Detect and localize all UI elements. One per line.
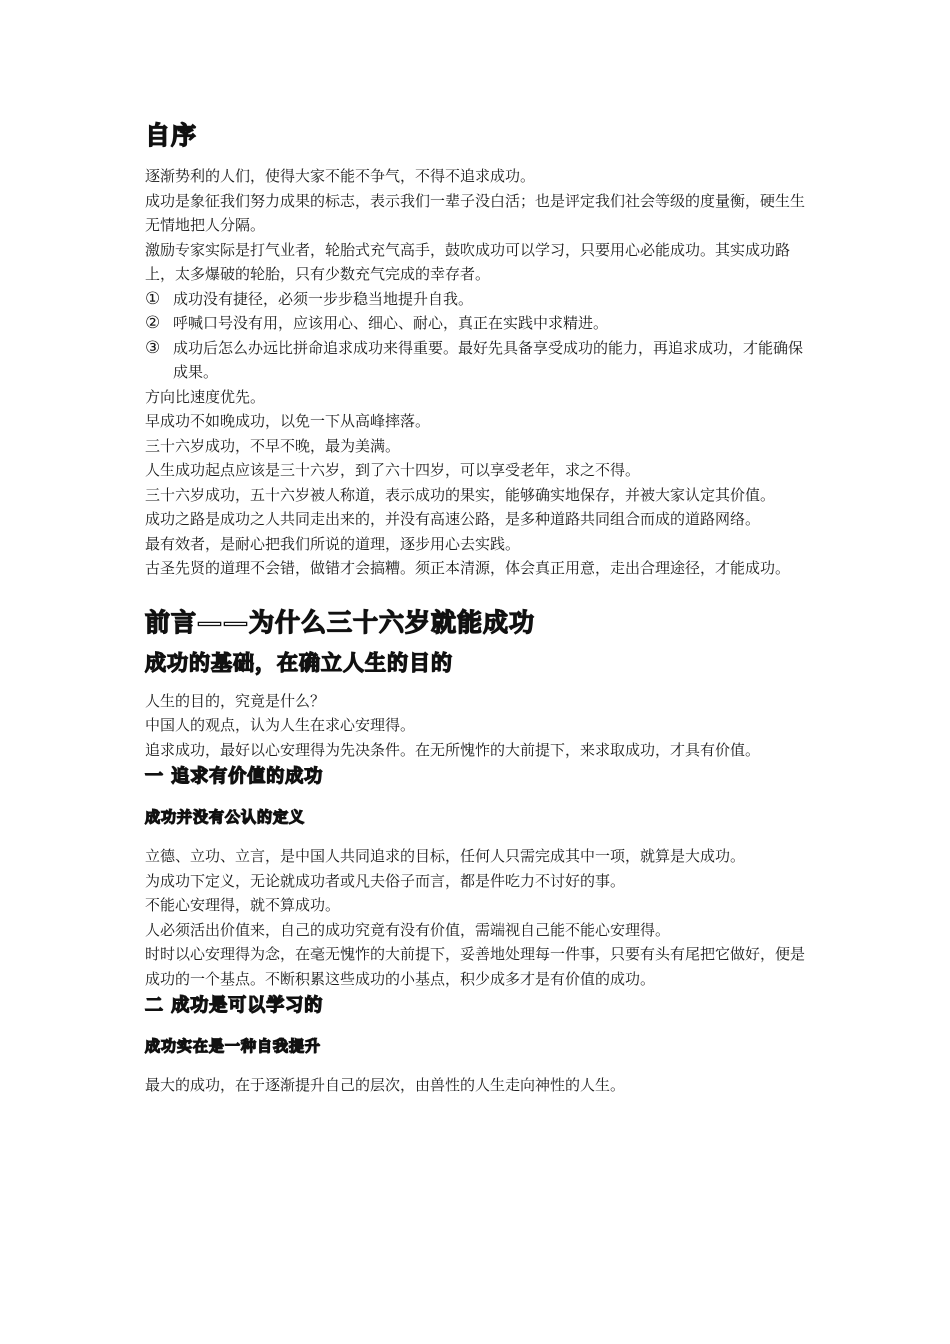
paragraph: 人生成功起点应该是三十六岁，到了六十四岁，可以享受老年，求之不得。 — [145, 461, 641, 479]
paragraph: 不能心安理得，就不算成功。 — [145, 896, 341, 914]
paragraph: 成功是象征我们努力成果的标志，表示我们一辈子没白活；也是评定我们社会等级的度量衡，硬生生无情地把人分隔。 — [145, 191, 806, 234]
foreword-title: 前言——为什么三十六岁就能成功 — [145, 607, 536, 637]
section1-subtitle: 成功并没有公认的定义 — [145, 808, 306, 826]
foreword-body — [145, 689, 815, 763]
section2-body — [145, 1073, 815, 1098]
numbered-item — [145, 287, 815, 312]
paragraph: 成功之路是成功之人共同走出来的，并没有高速公路，是多种道路共同组合而成的道路网络。 — [145, 510, 761, 528]
paragraph: 中国人的观点，认为人生在求心安理得。 — [145, 716, 416, 734]
numbered-item-text: 成功没有捷径，必须一步步稳当地提升自我。 — [173, 289, 474, 308]
paragraph: 逐渐势利的人们，使得大家不能不争气，不得不追求成功。 — [145, 167, 536, 185]
paragraph: 最大的成功，在于逐渐提升自己的层次，由兽性的人生走向神性的人生。 — [145, 1076, 626, 1094]
numbered-item-text: 呼喊口号没有用，应该用心、细心、耐心，真正在实践中求精进。 — [173, 314, 609, 332]
paragraph: 方向比速度优先。 — [145, 387, 266, 406]
paragraph: 早成功不如晚成功，以免一下从高峰摔落。 — [145, 412, 431, 430]
paragraph: 激励专家实际是打气业者，轮胎式充气高手，鼓吹成功可以学习，只要用心必能成功。其实成功路上，太多爆破的轮胎，只有少数充气完成的幸存者。 — [145, 240, 791, 283]
section2-subtitle: 成功实在是一种自我提升 — [145, 1037, 322, 1055]
paragraph: 追求成功，最好以心安理得为先决条件。在无所愧怍的大前提下，来求取成功，才具有价值。 — [145, 740, 761, 759]
paragraph: 立德、立功、立言，是中国人共同追求的目标，任何人只需完成其中一项，就算是大成功。 — [145, 847, 746, 865]
numbered-item — [145, 311, 815, 336]
section2-title: 二 成功是可以学习的 — [145, 995, 324, 1016]
paragraph: 最有效者，是耐心把我们所说的道理，逐步用心去实践。 — [145, 534, 521, 553]
circled-number: ② — [145, 313, 161, 333]
circled-number: ① — [145, 288, 161, 309]
section1-body — [145, 844, 815, 991]
section1-title: 一 追求有价值的成功 — [145, 766, 324, 787]
preface-title: 自序 — [145, 121, 198, 150]
numbered-item-text: 成功后怎么办远比拼命追求成功来得重要。最好先具备享受成功的能力，再追求成功，才能确保成果。 — [173, 338, 804, 381]
preface-body — [145, 164, 815, 581]
paragraph: 为成功下定义，无论就成功者或凡夫俗子而言，都是件吃力不讨好的事。 — [145, 871, 626, 890]
paragraph: 古圣先贤的道理不会错，做错才会搞糟。须正本清源，体会真正用意，走出合理途径，才能成功。 — [145, 559, 791, 577]
numbered-item — [145, 336, 815, 385]
paragraph: 人生的目的，究竟是什么？ — [145, 691, 326, 710]
document-page — [145, 120, 815, 1098]
paragraph: 三十六岁成功，五十六岁被人称道，表示成功的果实，能够确实地保存，并被大家认定其价值。 — [145, 485, 776, 504]
paragraph: 人必须活出价值来，自己的成功究竟有没有价值，需端视自己能不能心安理得。 — [145, 920, 671, 939]
paragraph: 时时以心安理得为念，在毫无愧怍的大前提下，妥善地处理每一件事，只要有头有尾把它做好，便是成功的一个基点。不断积累这些成功的小基点，积少成多才是有价值的成功。 — [145, 945, 806, 988]
circled-number: ③ — [145, 337, 161, 358]
paragraph: 三十六岁成功，不早不晚，最为美满。 — [145, 436, 401, 455]
foreword-subtitle: 成功的基础，在确立人生的目的 — [145, 650, 453, 675]
